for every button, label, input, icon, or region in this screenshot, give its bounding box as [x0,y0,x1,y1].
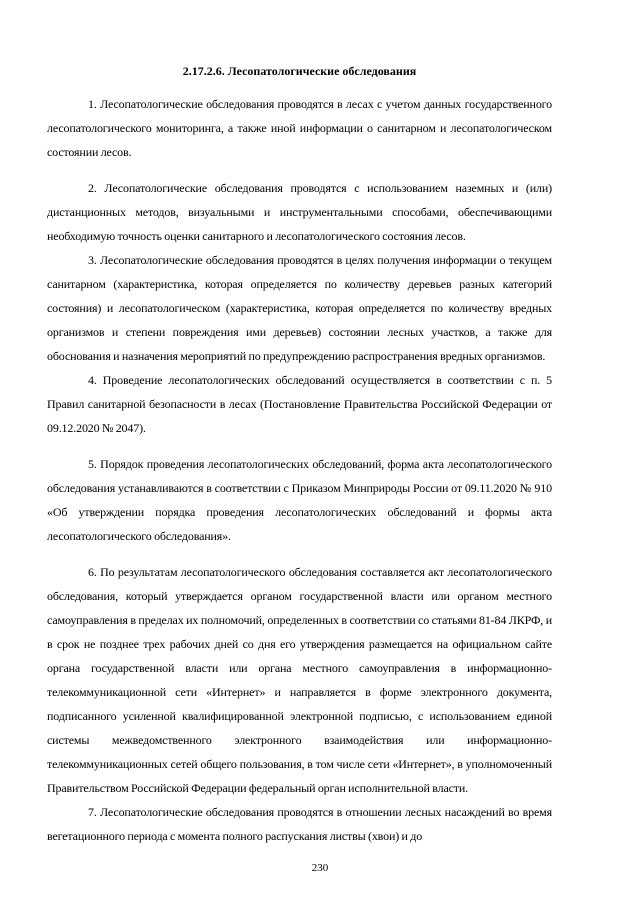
paragraph-1: 1. Лесопатологические обследования проводятся в лесах с учетом данных государственного лесопатологического мониторинга, а также иной информации о санитарном и лесопатологическом состоянии лесов. [47,97,552,159]
section-heading: 2.17.2.6. Лесопатологические обследования [182,64,417,78]
paragraph-3: 3. Лесопатологические обследования проводятся в целях получения информации о текущем санитарном (характеристика, которая определяется по количеству деревьев разных категорий состояния) и лесопатологическом (характеристика, которая определяется по количеству вредных организмов и степени повреждения ими деревьев) состоянии лесных участков, а также для обоснования и назначения мероприятий по предупреждению распространения вредных организмов. [47,253,552,363]
paragraph-2: 2. Лесопатологические обследования проводятся с использованием наземных и (или) дистанционных методов, визуальными и инструментальными способами, обеспечивающими необходимую точность оценки санитарного и лесопатологического состояния лесов. [47,181,552,243]
paragraph-7: 7. Лесопатологические обследования проводятся в отношении лесных насаждений во время вегетационного периода с момента полного распускания листвы (хвои) и до [47,805,552,843]
paragraph-5: 5. Порядок проведения лесопатологических обследований, форма акта лесопатологического обследования устанавливаются в соответствии с Приказом Минприроды России от 09.11.2020 № 910 «Об утверждении порядка проведения лесопатологических обследований и формы акта лесопатологического обследования». [47,457,552,543]
page-number: 230 [311,862,329,874]
paragraph-4: 4. Проведение лесопатологических обследований осуществляется в соответствии с п. 5 Правил санитарной безопасности в лесах (Постановление Правительства Российской Федерации от 09.12.2020 № 2047). [47,373,552,435]
paragraph-6: 6. По результатам лесопатологического обследования составляется акт лесопатологического обследования, который утверждается органом государственной власти или органом местного самоуправления в пределах их полномочий, определенных в соответствии со статьями 81-84 ЛКРФ, и в срок не позднее трех рабочих дней со дня его утверждения размещается на официальном сайте органа государственной власти или органа местного самоуправления в информационно-телекоммуникационной сети «Интернет» и направляется в форме электронного документа, подписанного усиленной квалифицированной электронной подписью, с использованием единой системы межведомственного электронного взаимодействия или информационно-телекоммуникационных сетей общего пользования, в том числе сети «Интернет», в уполномоченный Правительством Российской Федерации федеральный орган исполнительной власти. [47,565,552,795]
document-page [47,62,552,848]
